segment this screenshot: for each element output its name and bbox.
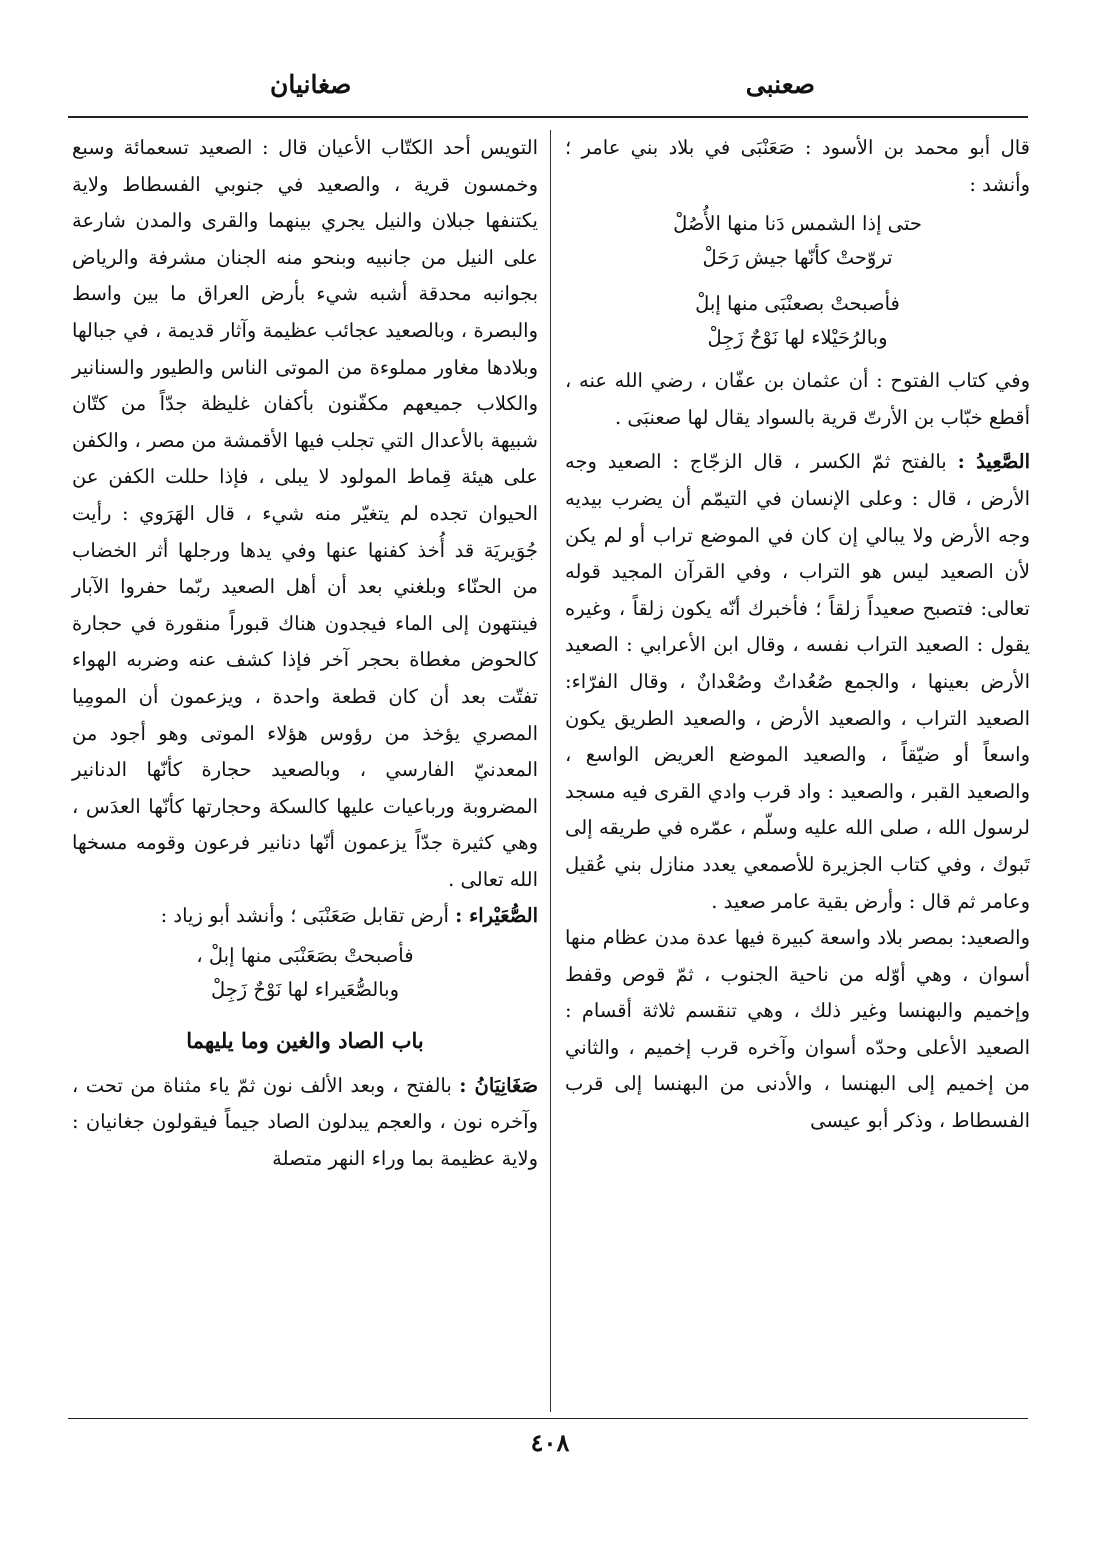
poem-verse: وبالرُحَيْلاء لها نَوْحٌ زَجِلْ — [707, 326, 888, 350]
entry-saeed — [565, 444, 1030, 920]
verse-gap — [565, 275, 1030, 287]
column-divider — [550, 130, 551, 1412]
page-number: ٤٠٨ — [530, 1428, 570, 1457]
footer-rule — [68, 1418, 1028, 1419]
paragraph-futuh: وفي كتاب الفتوح : أن عثمان بن عفّان ، رضي الله عنه ، أقطع خبّاب بن الأرتّ قرية بالسواد يقال لها صعنبَى . — [565, 369, 1030, 429]
right-column — [565, 130, 1030, 1140]
poem-verse: تروّحتْ كأنّها جيش رَحَلْ — [702, 246, 893, 270]
entry-term: الصُّعَيْراء : — [455, 904, 538, 928]
paragraph-tuwais: التويس أحد الكتّاب الأعيان قال : الصعيد تسعمائة وسبع وخمسون قرية ، والصعيد في جنوبي الفسطاط ولاية يكتنفها جبلان والنيل يجري بينهما والقرى والمدن شارعة على النيل من جانبيه وبنحو منه الجنان مشرفة والرياض بجوانبه محدقة أشبه شيء بأرض العراق ما بين واسط والبصرة ، وبالصعيد عجائب عظيمة وآثار قديمة ، في جبالها وبلادها مغاور مملوءة من الموتى الناس والطيور والسنانير والكلاب جميعهم مكفّنون بأكفان غليظة جدّاً من كتّان شبيهة بالأعدال التي تجلب فيها الأقمشة من مصر ، والكفن على هيئة قِماط المولود لا يبلى ، فإذا حللت الكفن عن الحيوان تجده لم يتغيّر منه شيء ، قال الهَرَوي : رأيت جُوَيريَة قد أُخذ كفنها عنها وفي يدها ورجلها أثر الخضاب من الحنّاء وبلغني بعد أن أهل الصعيد ربّما حفروا الآبار فينتهون إلى الماء فيجدون هناك قبوراً منقورة في حجارة كالحوض مغطاة بحجر آخر فإذا كشف عنه وضربه الهواء تفتّت بعد أن كان قطعة واحدة ، ويزعمون أن المومِيا المصري يؤخذ من رؤوس هؤلاء الموتى وهو أجود من المعدنيّ الفارسي ، وبالصعيد حجارة كأنّها الدنانير المضروبة ورباعيات عليها كالسكة وحجارتها كأنّها العدَس ، وهي كثيرة جدّاً يزعمون أنّها دنانير فرعون وقومه مسخها الله تعالى . — [72, 136, 538, 891]
entry-saghaniyan — [72, 1068, 538, 1178]
poem-saanba — [565, 203, 1030, 363]
entry-term: الصَّعِيدُ : — [957, 450, 1030, 474]
poem-verse: حتى إذا الشمس دَنا منها الأُصُلْ — [673, 212, 922, 236]
entry-suayra — [72, 898, 538, 935]
entry-term: صَغَانِيَانُ : — [459, 1073, 538, 1097]
entry-spacer — [565, 436, 1030, 444]
paragraph-saeed-egypt: والصعيد: بمصر بلاد واسعة كبيرة فيها عدة مدن عظام منها أسوان ، وهي أوّله من ناحية الجنوب ، ثمّ قوص وقفط وإخميم والبهنسا وغير ذلك ، وهي تنقسم ثلاثة أقسام : الصعيد الأعلى وحدّه أسوان وآخره قرب إخميم ، والثاني من إخميم إلى البهنسا ، والأدنى من البهنسا إلى قرب الفسطاط ، وذكر أبو عيسى — [565, 926, 1030, 1133]
chapter-heading: باب الصاد والغين وما يليهما — [186, 1028, 424, 1054]
entry-text: أرض تقابل صَعَنْبَى ؛ وأنشد أبو زياد : — [160, 904, 449, 928]
poem-suayra — [72, 935, 538, 1015]
poem-verse: فأصبحتْ بصعنْبَى منها إبلْ — [695, 292, 900, 316]
header-rule — [68, 116, 1028, 118]
entry-text: بالفتح ، وبعد الألف نون ثمّ ياء مثناة من تحت ، وآخره نون ، والعجم يبدلون الصاد جيماً فيقولون جغانيان : ولاية عظيمة بما وراء النهر متصلة — [72, 1073, 538, 1170]
poem-verse: فأصبحتْ بصَعَنْبَى منها إبلْ ، — [196, 944, 414, 968]
running-head-right: صعنبى — [745, 70, 815, 99]
running-head-left: صغانيان — [270, 70, 352, 99]
entry-text: بالفتح ثمّ الكسر ، قال الزجّاج : الصعيد وجه الأرض ، قال : وعلى الإنسان في التيمّم أن يضرب بيديه وجه الأرض ولا يبالي إن كان في الموضع تراب أو لم يكن لأن الصعيد ليس هو التراب ، وفي القرآن المجيد قوله تعالى: فتصبح صعيداً زلقاً ؛ فأخبرك أنّه يكون زلقاً ، وغيره يقول : الصعيد التراب نفسه ، وقال ابن الأعرابي : الصعيد الأرض بعينها ، والجمع صُعُداتٌ وصُعْدانٌ ، وقال الفرّاء: الصعيد التراب ، والصعيد الأرض ، والصعيد الطريق يكون واسعاً أو ضيّقاً ، والصعيد الموضع العريض الواسع ، والصعيد القبر ، والصعيد : واد قرب وادي القرى فيه مسجد لرسول الله ، صلى الله عليه وسلّم ، عمّره في طريقه إلى تَبوك ، وفي كتاب الجزيرة للأصمعي يعدد منازل بني عُقيل وعامر ثم قال : وأرض بقية عامر صعيد . — [565, 450, 1030, 913]
left-column — [72, 130, 538, 1177]
poem-verse: وبالصُّعَيراء لها نَوْحٌ زَجِلْ — [210, 978, 400, 1002]
paragraph-abu-muhammad: قال أبو محمد بن الأسود : صَعَنْبَى في بلاد بني عامر ؛ وأنشد : — [565, 136, 1030, 196]
